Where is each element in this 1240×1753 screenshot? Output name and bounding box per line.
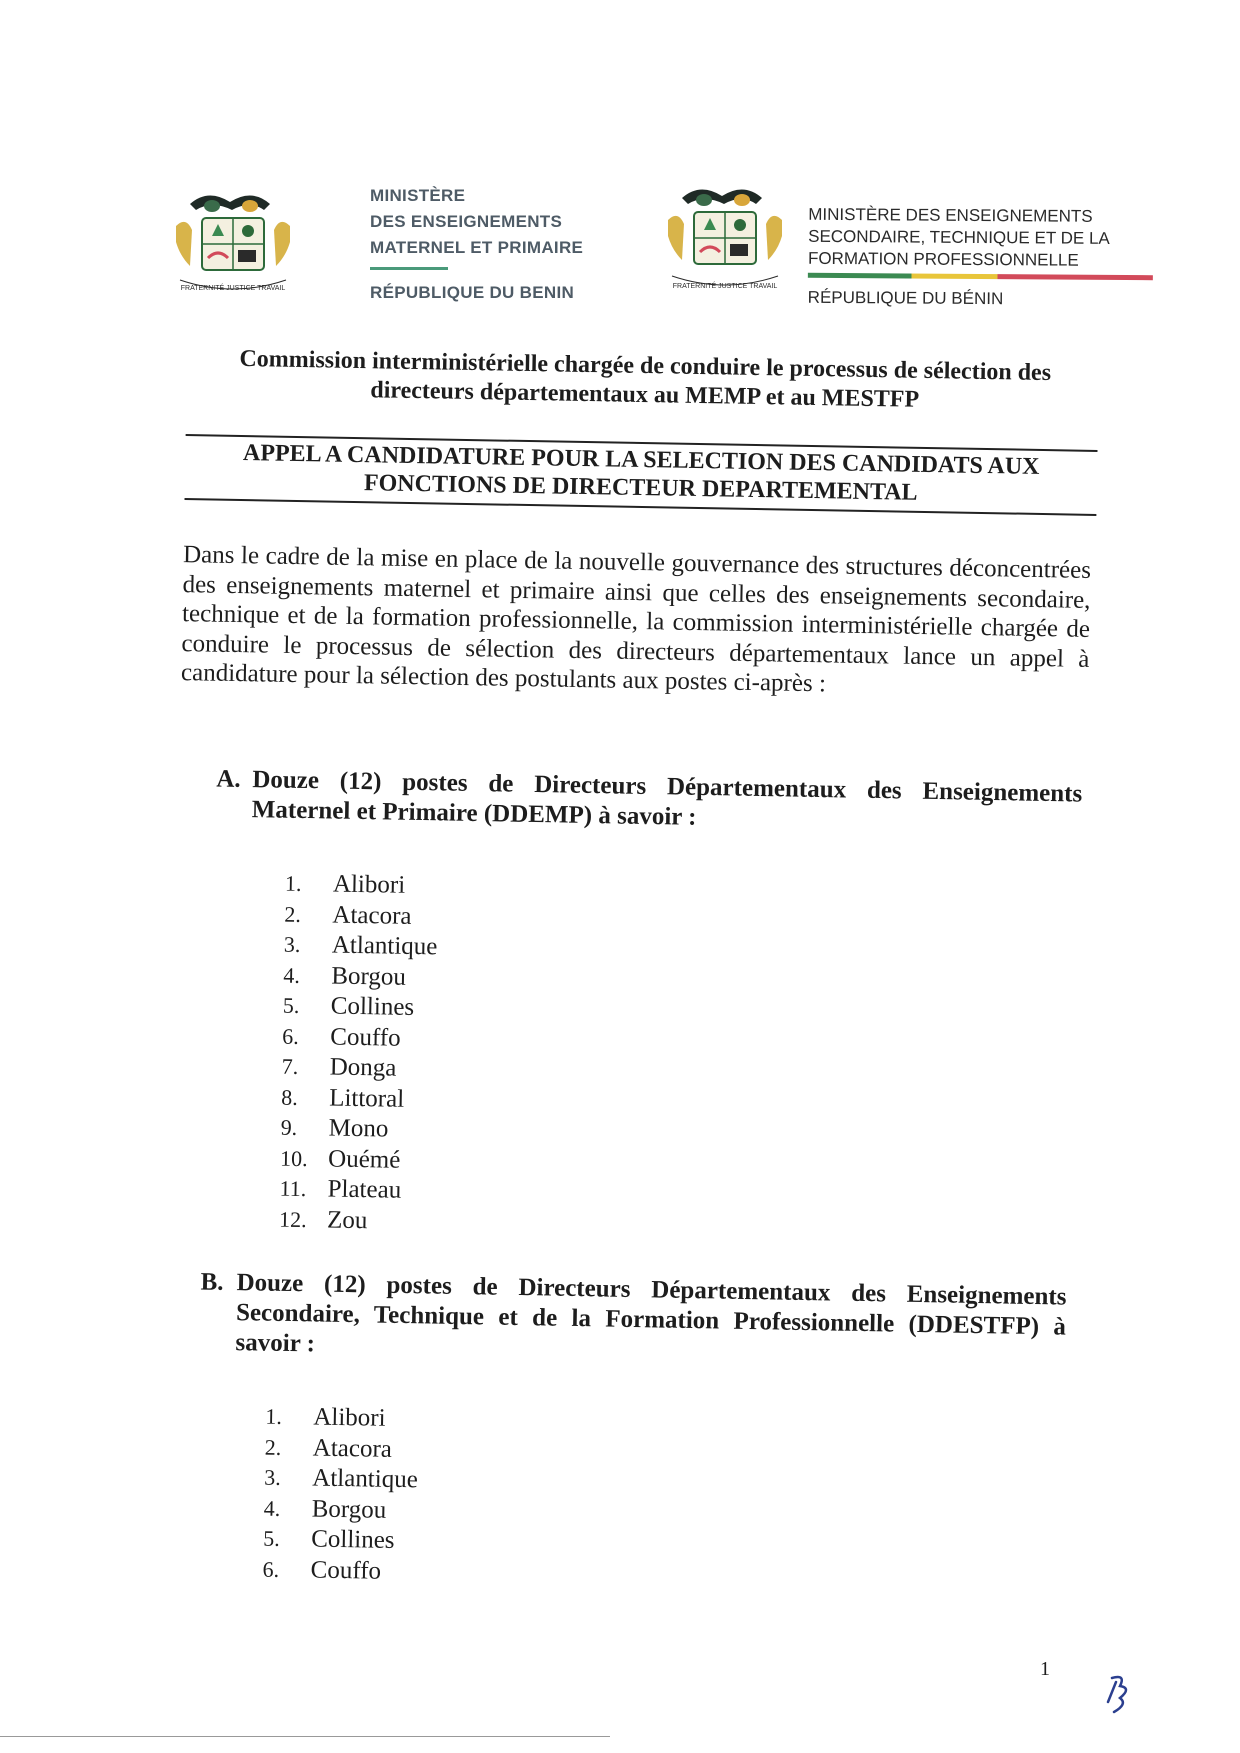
list-item-number: 1.: [284, 870, 302, 897]
section-b-heading: [199, 1267, 1066, 1372]
divider: [0, 1736, 610, 1737]
list-item-number: 4.: [263, 1495, 281, 1521]
list-item-name: Collines: [310, 1525, 395, 1555]
list-item: [283, 991, 437, 1024]
handwritten-initials-icon: [1098, 1672, 1138, 1723]
section-b-text: Douze (12) postes de Directeurs Départementaux des Enseignements Secondaire, Technique et de la Formation Professionnelle (DDESTFP) à savoir :: [235, 1269, 1067, 1358]
left-ministry-line-2: DES ENSEIGNEMENTS: [370, 212, 563, 231]
right-ministry-block: [808, 204, 1154, 311]
list-item: [280, 1113, 434, 1146]
list-item-name: Atlantique: [331, 931, 438, 961]
list-item-name: Collines: [330, 992, 415, 1022]
appel-title: APPEL A CANDIDATURE POUR LA SELECTION DES CANDIDATS AUX FONCTIONS DE DIRECTEUR DEPARTEMENTAL: [242, 440, 1040, 506]
list-item-name: Couffo: [310, 1556, 382, 1585]
list-item-number: 10.: [279, 1145, 308, 1171]
appel-title-block: [184, 434, 1097, 516]
right-republic: RÉPUBLIQUE DU BÉNIN: [807, 287, 1004, 309]
list-item-name: Donga: [329, 1053, 397, 1082]
list-item-number: 4.: [283, 962, 301, 988]
intro-paragraph: Dans le cadre de la mise en place de la nouvelle gouvernance des structures déconcentrées des enseignements maternel et primaire ainsi que celles des enseignements secondaire, technique et de la formation professionnelle, la commission interministérielle chargée de conduire le processus de sélection des directeurs départementaux lance un appel à candidature pour la sélection des postulants aux postes ci-après :: [180, 541, 1092, 698]
left-ministry-block: [370, 183, 583, 306]
list-item: [281, 1082, 435, 1115]
list-item: [265, 1402, 419, 1435]
list-item-number: 1.: [265, 1403, 283, 1430]
list-item-name: Atlantique: [312, 1464, 419, 1494]
list-item-name: Alibori: [313, 1403, 386, 1433]
page-number: 1: [1040, 1658, 1050, 1680]
list-item-name: Mono: [328, 1114, 389, 1143]
list-item: [265, 1432, 419, 1465]
list-item: [279, 1204, 433, 1237]
coat-of-arms-icon: [660, 180, 790, 295]
list-item-name: Borgou: [311, 1495, 387, 1524]
list-item-number: 11.: [279, 1175, 307, 1202]
list-item-name: Atacora: [312, 1434, 393, 1463]
emblem-motto: FRATERNITÉ JUSTICE TRAVAIL: [180, 285, 286, 292]
section-a-list: [279, 869, 439, 1238]
right-ministry-line-2: SECONDAIRE, TECHNIQUE ET DE LA: [808, 226, 1110, 248]
list-item: [280, 1143, 434, 1176]
list-item-name: Couffo: [330, 1023, 401, 1052]
list-item: [284, 930, 438, 963]
list-item-number: 5.: [263, 1525, 280, 1552]
list-item-name: Atacora: [332, 901, 412, 930]
list-item-number: 6.: [282, 1023, 300, 1049]
list-item-number: 7.: [281, 1053, 299, 1080]
section-a-letter: A.: [216, 765, 241, 793]
list-item: [281, 1052, 435, 1085]
list-item: [262, 1554, 416, 1587]
list-item-number: 2.: [264, 1434, 282, 1460]
list-item: [264, 1463, 418, 1496]
commission-title: Commission interministérielle chargée de conduire le processus de sélection des directeurs départementaux au MEMP et au MESTFP: [239, 345, 1052, 413]
list-item: [284, 899, 438, 932]
section-a-heading: [216, 764, 1083, 839]
list-item-number: 12.: [278, 1206, 307, 1232]
left-ministry-line-3: MATERNEL ET PRIMAIRE: [370, 238, 584, 257]
emblem-motto: FRATERNITÉ JUSTICE TRAVAIL: [672, 283, 778, 290]
right-ministry-line-1: MINISTÈRE DES ENSEIGNEMENTS: [808, 204, 1093, 226]
list-item: [285, 869, 439, 902]
list-item-number: 3.: [264, 1464, 282, 1491]
list-item-number: 2.: [284, 901, 302, 927]
list-item-name: Alibori: [332, 870, 406, 900]
list-item: [279, 1174, 433, 1207]
list-item-number: 9.: [280, 1114, 298, 1141]
left-republic: RÉPUBLIQUE DU BENIN: [370, 283, 575, 302]
list-item-name: Ouémé: [327, 1145, 401, 1174]
list-item-name: Littoral: [328, 1084, 405, 1113]
coat-of-arms-icon: [168, 186, 298, 296]
list-item-number: 3.: [283, 931, 301, 958]
list-item: [263, 1493, 417, 1526]
list-item-name: Borgou: [331, 962, 407, 991]
list-item-number: 6.: [262, 1556, 280, 1582]
section-b-letter: B.: [200, 1268, 224, 1296]
list-item-number: 5.: [282, 992, 300, 1019]
list-item-number: 8.: [281, 1084, 298, 1110]
flag-colors-bar: [808, 273, 1153, 280]
section-b-list: [262, 1402, 419, 1588]
divider: [370, 267, 448, 270]
list-item-name: Zou: [326, 1206, 368, 1234]
list-item: [283, 960, 437, 993]
list-item-name: Plateau: [327, 1175, 402, 1205]
left-ministry-line-1: MINISTÈRE: [370, 186, 466, 205]
list-item: [263, 1524, 417, 1557]
list-item: [282, 1021, 436, 1054]
right-ministry-line-3: FORMATION PROFESSIONNELLE: [807, 248, 1079, 270]
section-a-text: Douze (12) postes de Directeurs Départementaux des Enseignements Maternel et Primaire (DDEMP) à savoir :: [251, 766, 1083, 831]
